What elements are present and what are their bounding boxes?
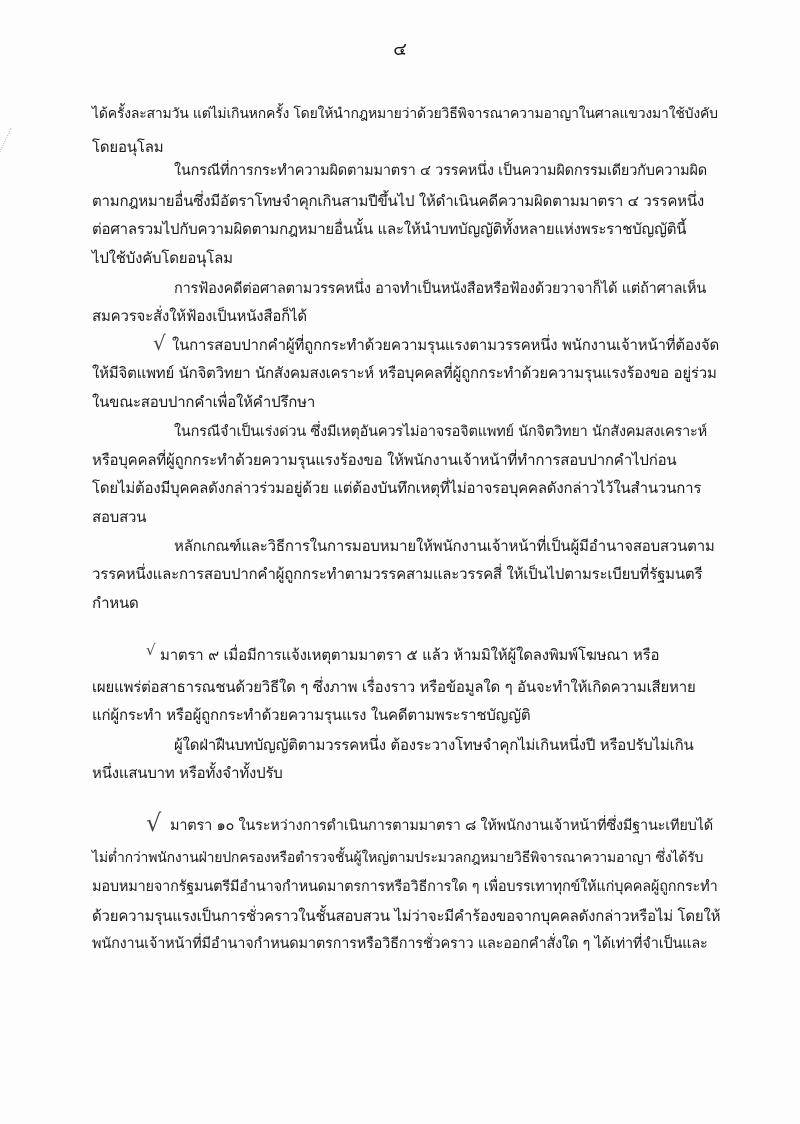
body-line: วรรคหนึ่งและการสอบปากคำผู้ถูกกระทำตามวรรคสามและวรรคสี่ ให้เป็นไปตามระเบียบที่รัฐมนตรี [92,565,703,583]
checkmark-icon: √ [146,641,156,659]
body-line: ในกรณีที่การกระทำความผิดตามมาตรา ๔ วรรคหนึ่ง เป็นความผิดกรรมเดียวกับความผิด [174,163,708,179]
body-line: ในการสอบปากคำผู้ที่ถูกกระทำด้วยความรุนแรงตามวรรคหนึ่ง พนักงานเจ้าหน้าที่ต้องจัด [172,336,720,354]
body-line: ไม่ต่ำกว่าพนักงานฝ่ายปกครองหรือตำรวจชั้นผู้ใหญ่ตามประมวลกฎหมายวิธีพิจารณาความอาญา ซึ่งได้รับ [92,850,704,866]
checkmark-icon: √ [153,331,166,355]
body-line: ตามกฎหมายอื่นซึ่งมีอัตราโทษจำคุกเกินสามปีขึ้นไป ให้ดำเนินคดีความผิดตามมาตรา ๔ วรรคหนึ่ง [92,192,705,210]
body-line: หรือบุคคลที่ผู้ถูกกระทำด้วยความรุนแรงร้องขอ ให้พนักงานเจ้าหน้าที่ทำการสอบปากคำไปก่อน [92,451,677,469]
body-line: มาตรา ๙ เมื่อมีการแจ้งเหตุตามมาตรา ๕ แล้ว ห้ามมิให้ผู้ใดลงพิมพ์โฆษณา หรือ [160,646,660,664]
body-line: มอบหมายจากรัฐมนตรีมีอำนาจกำหนดมาตรการหรือวิธีการใด ๆ เพื่อบรรเทาทุกข์ให้แก่บุคคลผู้ถูกกระทำ [92,879,718,895]
body-line: กำหนด [92,594,139,612]
body-line: มาตรา ๑๐ ในระหว่างการดำเนินการตามมาตรา ๘ ให้พนักงานเจ้าหน้าที่ซึ่งมีฐานะเทียบได้ [170,818,713,834]
body-line: ไปใช้บังคับโดยอนุโลม [92,249,233,267]
body-line: พนักงานเจ้าหน้าที่มีอำนาจกำหนดมาตรการหรือวิธีการชั่วคราว และออกคำสั่งใด ๆ ได้เท่าที่จำเป็นและ [92,936,708,952]
margin-pencil-mark [0,128,34,156]
body-line: สมควรจะสั่งให้ฟ้องเป็นหนังสือก็ได้ [92,307,307,325]
body-line: เผยแพร่ต่อสาธารณชนด้วยวิธีใด ๆ ซึ่งภาพ เรื่องราว หรือข้อมูลใด ๆ อันจะทำให้เกิดความเสียหาย [92,678,696,696]
body-line: สอบสวน [92,508,147,526]
page-number: ๔ [393,39,407,60]
body-line: ในกรณีจำเป็นเร่งด่วน ซึ่งมีเหตุอันควรไม่อาจรอจิตแพทย์ นักจิตวิทยา นักสังคมสงเคราะห์ [174,424,707,440]
body-line: การฟ้องคดีต่อศาลตามวรรคหนึ่ง อาจทำเป็นหนังสือหรือฟ้องด้วยวาจาก็ได้ แต่ถ้าศาลเห็น [174,281,707,297]
body-line: หนึ่งแสนบาท หรือทั้งจำทั้งปรับ [92,764,283,782]
body-line: ให้มีจิตแพทย์ นักจิตวิทยา นักสังคมสงเคราะห์ หรือบุคคลที่ผู้ถูกกระทำด้วยความรุนแรงร้องขอ อยู่ร่วม [92,364,717,382]
body-line: แก่ผู้กระทำ หรือผู้ถูกกระทำด้วยความรุนแรง ในคดีตามพระราชบัญญัติ [92,706,531,724]
body-line: โดยอนุโลม [92,138,164,156]
body-line: โดยไม่ต้องมีบุคคลดังกล่าวร่วมอยู่ด้วย แต่ต้องบันทึกเหตุที่ไม่อาจรอบุคคลดังกล่าวไว้ในสำนวนการ [92,479,702,497]
body-line: ได้ครั้งละสามวัน แต่ไม่เกินหกครั้ง โดยให้นำกฎหมายว่าด้วยวิธีพิจารณาความอาญาในศาลแขวงมาใช้บังคับ [92,106,718,122]
body-line: ด้วยความรุนแรงเป็นการชั่วคราวในชั้นสอบสวน ไม่ว่าจะมีคำร้องขอจากบุคคลดังกล่าวหรือไม่ โดยให้ [92,907,721,925]
body-line: ในขณะสอบปากคำเพื่อให้คำปรึกษา [92,393,316,411]
checkmark-icon: √ [146,809,162,837]
body-line: ผู้ใดฝ่าฝืนบทบัญญัติตามวรรคหนึ่ง ต้องระวางโทษจำคุกไม่เกินหนึ่งปี หรือปรับไม่เกิน [174,736,694,754]
body-line: หลักเกณฑ์และวิธีการในการมอบหมายให้พนักงานเจ้าหน้าที่เป็นผู้มีอำนาจสอบสวนตาม [174,537,715,555]
body-line: ต่อศาลรวมไปกับความผิดตามกฎหมายอื่นนั้น และให้นำบทบัญญัติทั้งหลายแห่งพระราชบัญญัตินี้ [92,220,687,238]
